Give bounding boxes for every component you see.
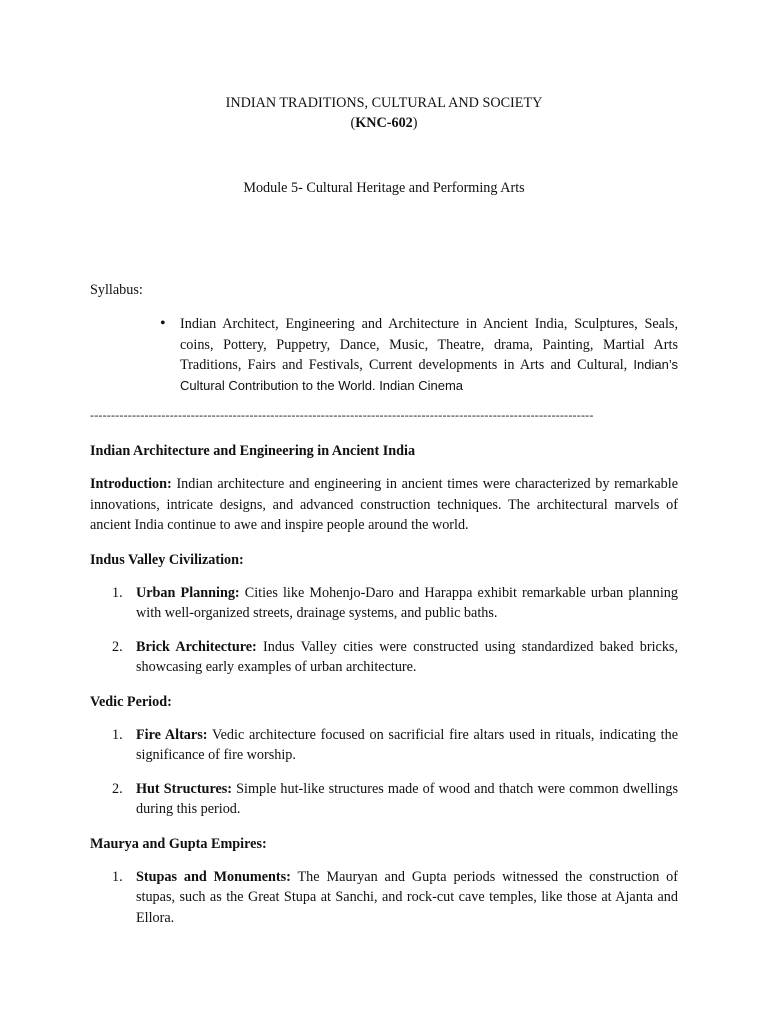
list-number: 1. <box>112 584 123 601</box>
item-text: Simple hut-like structures made of wood and thatch were common dwellings during this period. <box>136 780 679 817</box>
period-heading-vedic: Vedic Period: <box>90 693 172 710</box>
item-label: Hut Structures: <box>136 780 233 797</box>
indus-list <box>90 583 678 678</box>
list-item <box>90 779 678 820</box>
list-number: 1. <box>112 726 123 743</box>
list-number: 1. <box>112 868 123 885</box>
section-divider: ------------------------------------------------------------------------------------------------------------------------ <box>90 408 594 422</box>
list-number: 2. <box>112 638 123 655</box>
vedic-list <box>90 725 678 820</box>
introduction-text: Indian architecture and engineering in ancient times were characterized by remarkable innovations, intricate designs, and advanced construction techniques. The architectural marvels of ancient India continue to awe and inspire people around the world. <box>90 476 678 533</box>
syllabus-label: Syllabus: <box>90 282 143 298</box>
syllabus-item-text <box>180 314 678 396</box>
item-text: Indus Valley cities were constructed using standardized baked bricks, showcasing early examples of urban architecture. <box>136 638 679 675</box>
period-heading-indus: Indus Valley Civilization: <box>90 551 244 568</box>
item-label: Stupas and Monuments: <box>136 868 291 885</box>
list-number: 2. <box>112 780 123 797</box>
code-open-paren: ( <box>350 115 356 131</box>
course-code: KNC-602 <box>355 115 413 131</box>
syllabus-item-body: Indian Architect, Engineering and Architecture in Ancient India, Sculptures, Seals, coins, Pottery, Puppetry, Dance, Music, Theatre, drama, Painting, Martial Arts Traditions, Fairs and Festivals, Current developments in Arts and Cultural, <box>180 316 678 373</box>
list-item <box>90 867 678 929</box>
syllabus-item-tail: Indian’s Cultural Contribution to the World. Indian Cinema <box>180 357 678 393</box>
item-label: Brick Architecture: <box>136 638 257 655</box>
introduction-paragraph <box>90 474 678 536</box>
maurya-gupta-list <box>90 867 678 929</box>
item-text: Vedic architecture focused on sacrificial fire altars used in rituals, indicating the significance of fire worship. <box>136 726 679 763</box>
list-item <box>90 725 678 766</box>
period-heading-maurya-gupta: Maurya and Gupta Empires: <box>90 835 267 852</box>
syllabus-bullet-item <box>160 314 678 396</box>
course-code-line <box>0 113 768 133</box>
title-line: INDIAN TRADITIONS, CULTURAL AND SOCIETY <box>225 95 543 111</box>
item-text: Cities like Mohenjo-Daro and Harappa exhibit remarkable urban planning with well-organized streets, drainage systems, and public baths. <box>136 584 678 621</box>
list-item <box>90 637 678 678</box>
module-title: Module 5- Cultural Heritage and Performing Arts <box>243 180 525 196</box>
section-heading: Indian Architecture and Engineering in Ancient India <box>90 443 416 459</box>
item-label: Urban Planning: <box>136 584 240 601</box>
list-item <box>90 583 678 624</box>
bullet-icon: • <box>160 315 166 332</box>
item-text: The Mauryan and Gupta periods witnessed the construction of stupas, such as the Great Stupa at Sanchi, and rock-cut cave temples, like those at Ajanta and Ellora. <box>136 868 678 926</box>
item-label: Fire Altars: <box>136 726 208 743</box>
introduction-label: Introduction: <box>90 476 172 492</box>
main-content <box>90 441 678 928</box>
document-title <box>0 93 768 133</box>
code-close-paren: ) <box>412 115 418 131</box>
